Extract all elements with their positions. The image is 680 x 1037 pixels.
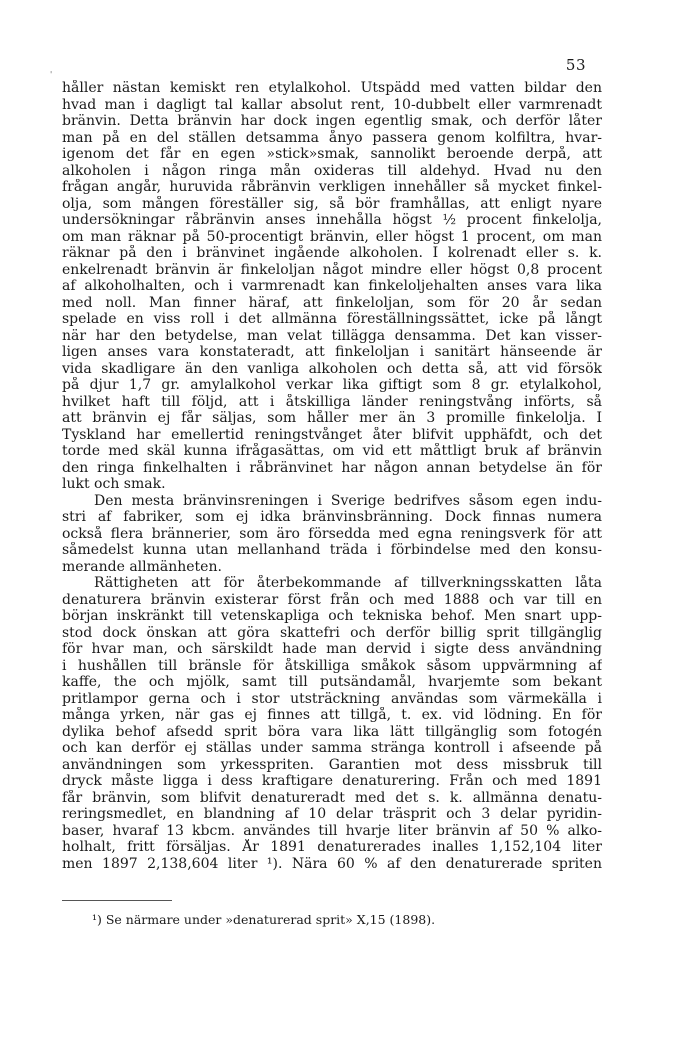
footnote: ¹) Se närmare under »denaturerad sprit» X,15 (1898). (92, 912, 436, 927)
text-line: torde med skäl kunna ifrågasättas, om vid ett måttligt bruk af bränvin (62, 443, 602, 459)
text-line: olja, som mången föreställer sig, så bör framhållas, att enligt nyare (62, 195, 602, 212)
text-line: enkelrenadt bränvin är finkeloljan något mindre eller högst 0,8 procent (62, 261, 602, 278)
text-line: räknar på den i bränvinet ingående alkoholen. I kolrenadt eller s. k. (62, 245, 602, 261)
text-line: denaturera bränvin existerar först från och med 1888 och var till en (62, 591, 602, 608)
text-line: Tyskland har emellertid reningstvånget åter blifvit upphäfdt, och det (62, 426, 602, 443)
text-line: stod dock önskan att göra skattefri och derför billig sprit tillgänglig (62, 624, 602, 641)
text-line: bränvin. Detta bränvin har dock ingen egentlig smak, och derför låter (62, 113, 602, 129)
text-line: dryck måste ligga i dess kraftigare denaturering. Från och med 1891 (62, 773, 602, 789)
footnote-divider (62, 900, 172, 901)
text-line: kaffe, the och mjölk, samt till putsändamål, hvarjemte som bekant (62, 674, 602, 690)
text-line: för hvar man, och särskildt hade man dervid i sigte dess användning (62, 641, 602, 657)
text-line: när har den betydelse, man velat tillägga densamma. Det kan visser- (62, 327, 602, 344)
text-line: den ringa finkelhalten i råbränvinet har någon annan betydelse än för (62, 459, 602, 476)
text-line: hvad man i dagligt tal kallar absolut rent, 10-dubbelt eller varmrenadt (62, 96, 602, 113)
text-line: håller nästan kemiskt ren etylalkohol. Utspädd med vatten bildar den (62, 80, 602, 96)
text-line: undersökningar råbränvin anses innehålla högst ½ procent finkelolja, (62, 212, 602, 228)
text-line: att bränvin ej får säljas, som håller mer än 3 promille finkelolja. I (62, 410, 602, 426)
text-line: spelade en viss roll i det allmänna föreställningssättet, icke på långt (62, 311, 602, 327)
text-line: ligen anses vara konstateradt, att finkeloljan i sanitärt hänseende är (62, 344, 602, 360)
text-line: merande allmänheten. (62, 558, 222, 575)
text-line: dylika behof afsedd sprit böra vara lika lätt tillgänglig som fotogén (62, 723, 602, 740)
text-line: med noll. Man finner häraf, att finkeloljan, som för 20 år sedan (62, 294, 602, 311)
text-line: såmedelst kunna utan mellanhand träda i förbindelse med den konsu- (62, 542, 602, 558)
text-line: får bränvin, som blifvit denatureradt med det s. k. allmänna denatu- (62, 789, 602, 806)
text-line: frågan angår, huruvida råbränvin verkligen innehåller så mycket finkel- (62, 179, 602, 195)
text-line: lukt och smak. (62, 476, 166, 492)
text-line: reringsmedlet, en blandning af 10 delar träsprit och 3 delar pyridin- (62, 806, 602, 822)
text-line: användningen som yrkesspriten. Garantien mot dess missbruk till (62, 756, 602, 773)
text-line: vida skadligare än den vanliga alkoholen och detta så, att vid försök (62, 360, 602, 377)
paragraph-start-line: Den mesta bränvinsreningen i Sverige bedrifves såsom egen indu- (94, 492, 602, 509)
page-number: 53 (565, 56, 586, 74)
text-line: holhalt, fritt försäljas. År 1891 denaturerades inalles 1,152,104 liter (62, 839, 602, 855)
text-line: man på en del ställen detsamma ånyo passera genom kolfiltra, hvar- (62, 129, 602, 146)
text-line: hvilket haft till följd, att i åtskilliga länder reningstvång införts, så (62, 393, 602, 410)
text-line: stri af fabriker, som ej idka bränvinsbränning. Dock finnas numera (62, 509, 602, 525)
text-line: på djur 1,7 gr. amylalkohol verkar lika giftigt som 8 gr. etylalkohol, (62, 377, 602, 393)
body-text (62, 80, 602, 872)
stray-mark: ' (50, 70, 53, 79)
text-line: pritlampor gerna och i stor utsträckning användas som värmekälla i (62, 690, 602, 707)
text-line: många yrken, när gas ej finnes att tillgå, t. ex. vid lödning. En för (62, 707, 602, 723)
text-line: alkoholen i någon ringa mån oxideras till aldehyd. Hvad nu den (62, 162, 602, 179)
text-line: baser, hvaraf 13 kbcm. användes till hvarje liter bränvin af 50 % alko- (62, 822, 602, 839)
text-line: men 1897 2,138,604 liter ¹). Nära 60 % af den denaturerade spriten (62, 855, 602, 872)
text-line: om man räknar på 50-procentigt bränvin, eller högst 1 procent, om man (62, 228, 602, 245)
paragraph-start-line: Rättigheten att för återbekommande af tillverkningsskatten låta (94, 575, 602, 591)
text-line: i hushållen till bränsle för åtskilliga småkok såsom uppvärmning af (62, 657, 602, 674)
text-line: och kan derför ej ställas under samma stränga kontroll i afseende på (62, 740, 602, 756)
text-line: också flera brännerier, som äro försedda med egna reningsverk för att (62, 525, 602, 542)
text-line: början inskränkt till vetenskapliga och tekniska behof. Men snart upp- (62, 608, 602, 624)
text-line: af alkoholhalten, och i varmrenadt kan finkeloljehalten anses vara lika (62, 278, 602, 294)
text-line: igenom det får en egen »stick»smak, sannolikt beroende derpå, att (62, 146, 602, 162)
